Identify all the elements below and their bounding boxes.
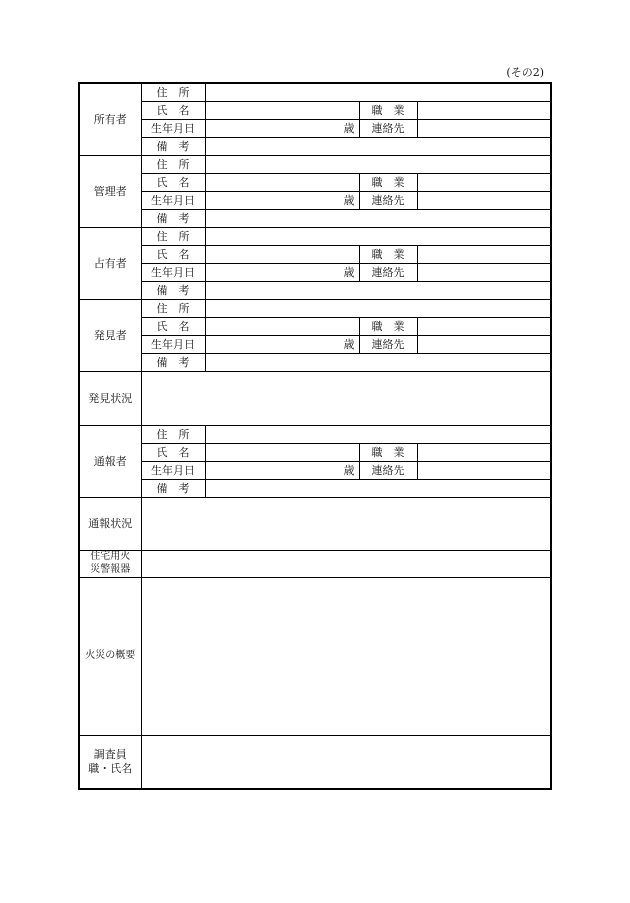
discoverer-contact-field[interactable]: [417, 335, 551, 353]
reporter-occupation-field[interactable]: [417, 443, 551, 461]
owner-contact-field[interactable]: [417, 119, 551, 137]
section-discovery-status: 発見状況: [79, 371, 141, 425]
address-label: 住 所: [141, 155, 205, 173]
contact-label: 連絡先: [359, 335, 417, 353]
manager-remarks-field[interactable]: [205, 209, 551, 227]
name-label: 氏 名: [141, 101, 205, 119]
discoverer-birthdate-field[interactable]: 歳: [205, 335, 359, 353]
report-status-field[interactable]: [141, 497, 551, 550]
owner-name-field[interactable]: [205, 101, 359, 119]
reporter-birthdate-field[interactable]: 歳: [205, 461, 359, 479]
occupant-birthdate-field[interactable]: 歳: [205, 263, 359, 281]
birthdate-label: 生年月日: [141, 119, 205, 137]
occupation-label: 職 業: [359, 443, 417, 461]
address-label: 住 所: [141, 227, 205, 245]
occupation-label: 職 業: [359, 317, 417, 335]
section-smoke-alarm: [79, 550, 141, 577]
investigator-field[interactable]: [141, 735, 551, 789]
occupation-label: 職 業: [359, 245, 417, 263]
reporter-address-field[interactable]: [205, 425, 551, 443]
remarks-label: 備 考: [141, 479, 205, 497]
owner-occupation-field[interactable]: [417, 101, 551, 119]
contact-label: 連絡先: [359, 263, 417, 281]
birthdate-label: 生年月日: [141, 335, 205, 353]
owner-address-field[interactable]: [205, 83, 551, 101]
occupant-occupation-field[interactable]: [417, 245, 551, 263]
reporter-contact-field[interactable]: [417, 461, 551, 479]
name-label: 氏 名: [141, 317, 205, 335]
occupation-label: 職 業: [359, 101, 417, 119]
smoke-alarm-label-line2: 災警報器: [90, 563, 131, 575]
occupant-remarks-field[interactable]: [205, 281, 551, 299]
discoverer-name-field[interactable]: [205, 317, 359, 335]
occupation-label: 職 業: [359, 173, 417, 191]
name-label: 氏 名: [141, 245, 205, 263]
address-label: 住 所: [141, 299, 205, 317]
address-label: 住 所: [141, 425, 205, 443]
manager-birthdate-field[interactable]: 歳: [205, 191, 359, 209]
reporter-name-field[interactable]: [205, 443, 359, 461]
manager-contact-field[interactable]: [417, 191, 551, 209]
investigator-label-line2: 職・氏名: [88, 762, 133, 776]
owner-birthdate-field[interactable]: 歳: [205, 119, 359, 137]
discoverer-occupation-field[interactable]: [417, 317, 551, 335]
section-owner: 所有者: [79, 83, 141, 155]
manager-name-field[interactable]: [205, 173, 359, 191]
owner-remarks-field[interactable]: [205, 137, 551, 155]
reporter-remarks-field[interactable]: [205, 479, 551, 497]
name-label: 氏 名: [141, 173, 205, 191]
contact-label: 連絡先: [359, 191, 417, 209]
section-investigator: [79, 735, 141, 789]
fire-report-form: [78, 82, 552, 790]
contact-label: 連絡先: [359, 461, 417, 479]
occupant-name-field[interactable]: [205, 245, 359, 263]
remarks-label: 備 考: [141, 209, 205, 227]
section-discoverer: 発見者: [79, 299, 141, 371]
discoverer-remarks-field[interactable]: [205, 353, 551, 371]
birthdate-label: 生年月日: [141, 263, 205, 281]
investigator-label-line1: 調査員: [93, 748, 127, 762]
smoke-alarm-field[interactable]: [141, 550, 551, 577]
section-report-status: 通報状況: [79, 497, 141, 550]
birthdate-label: 生年月日: [141, 461, 205, 479]
smoke-alarm-label-line1: 住宅用火: [90, 551, 131, 562]
section-occupant: 占有者: [79, 227, 141, 299]
discoverer-address-field[interactable]: [205, 299, 551, 317]
manager-occupation-field[interactable]: [417, 173, 551, 191]
section-reporter: 通報者: [79, 425, 141, 497]
section-manager: 管理者: [79, 155, 141, 227]
page-number-label: (その2): [506, 66, 544, 79]
remarks-label: 備 考: [141, 137, 205, 155]
contact-label: 連絡先: [359, 119, 417, 137]
name-label: 氏 名: [141, 443, 205, 461]
remarks-label: 備 考: [141, 281, 205, 299]
manager-address-field[interactable]: [205, 155, 551, 173]
fire-summary-field[interactable]: [141, 577, 551, 735]
section-fire-summary: 火災の概要: [79, 577, 141, 735]
birthdate-label: 生年月日: [141, 191, 205, 209]
remarks-label: 備 考: [141, 353, 205, 371]
occupant-address-field[interactable]: [205, 227, 551, 245]
discovery-status-field[interactable]: [141, 371, 551, 425]
occupant-contact-field[interactable]: [417, 263, 551, 281]
address-label: 住 所: [141, 83, 205, 101]
